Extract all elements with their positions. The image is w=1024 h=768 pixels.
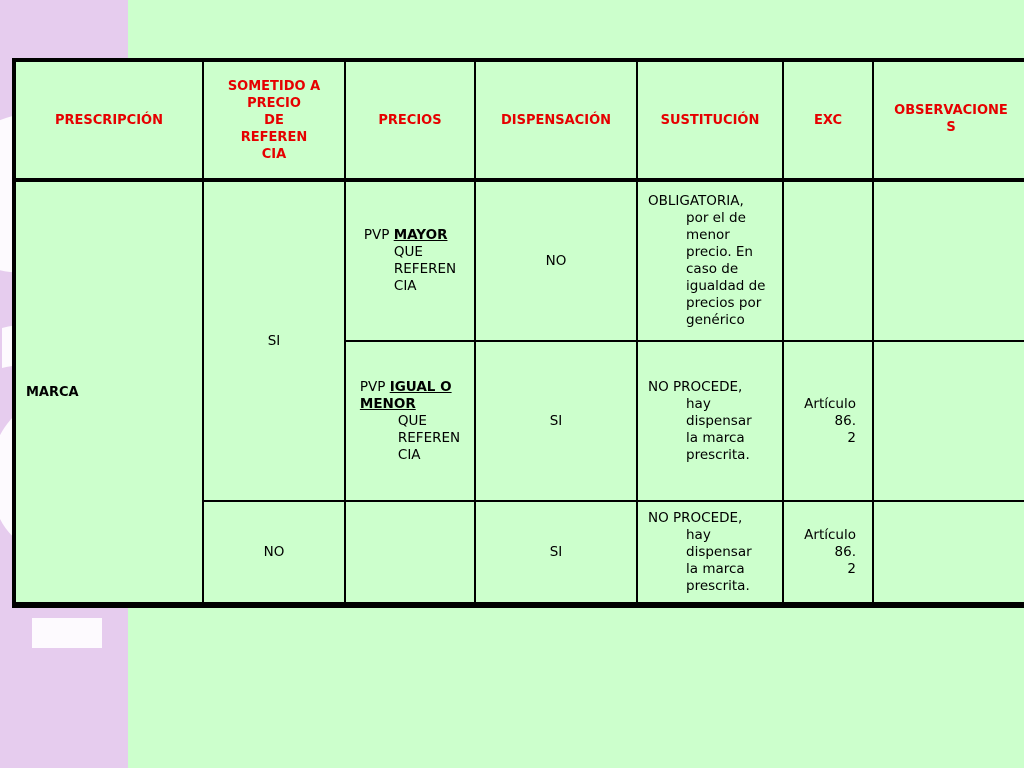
cell-exc-r3: Artículo 86. 2 — [784, 502, 872, 602]
sustitucion-r2-first: NO PROCEDE, — [648, 378, 743, 395]
cell-dispensacion-r3: SI — [476, 502, 636, 602]
cell-precio-r3 — [346, 502, 474, 602]
cell-sustitucion-r3 — [638, 502, 782, 602]
precio-igual-rest: QUE REFEREN CIA — [397, 412, 461, 463]
cell-sustitucion-r2 — [638, 342, 782, 500]
header-sometido: SOMETIDO A PRECIO DE REFEREN CIA — [204, 62, 344, 180]
cell-observaciones-r3 — [874, 502, 1024, 602]
header-dispensacion: DISPENSACIÓN — [476, 62, 636, 180]
cell-sustitucion-r1 — [638, 182, 782, 340]
sustitucion-r1-first: OBLIGATORIA, — [648, 193, 744, 209]
precio-igual-prefix: PVP — [359, 378, 390, 395]
cell-sometido-si: SI — [204, 182, 344, 500]
sustitucion-r1-rest: por el de menor precio. En caso de igualdad de precios por genérico — [686, 210, 766, 328]
header-sustitucion: SUSTITUCIÓN — [638, 62, 782, 180]
cell-exc-r1 — [784, 182, 872, 340]
cell-dispensacion-r2: SI — [476, 342, 636, 500]
sustitucion-r3-first: NO PROCEDE, — [648, 509, 743, 526]
precio-prefix: PVP — [363, 227, 394, 243]
cell-marca: MARCA — [16, 182, 202, 602]
table-frame — [12, 58, 1024, 608]
header-precios: PRECIOS — [346, 62, 474, 180]
header-observaciones: OBSERVACIONE S — [874, 62, 1024, 180]
cell-exc-r2: Artículo 86. 2 — [784, 342, 872, 500]
precio-mayor-rest: QUE REFEREN CIA — [393, 244, 457, 294]
precio-mayor-emph: MAYOR — [393, 227, 448, 243]
cell-observaciones-r1 — [874, 182, 1024, 340]
cell-sometido-no: NO — [204, 502, 344, 602]
cell-precio-igual — [346, 342, 474, 500]
cell-precio-mayor — [346, 182, 474, 340]
header-prescripcion: PRESCRIPCIÓN — [16, 62, 202, 180]
sustitucion-r2-rest: hay dispensar la marca prescrita. — [686, 395, 752, 463]
precio-igual-emph: IGUAL O MENOR — [359, 378, 452, 412]
prescription-table — [16, 62, 1024, 604]
sustitucion-r3-rest: hay dispensar la marca prescrita. — [686, 526, 752, 594]
cell-dispensacion-r1: NO — [476, 182, 636, 340]
cell-observaciones-r2 — [874, 342, 1024, 500]
header-exc: EXC — [784, 62, 872, 180]
